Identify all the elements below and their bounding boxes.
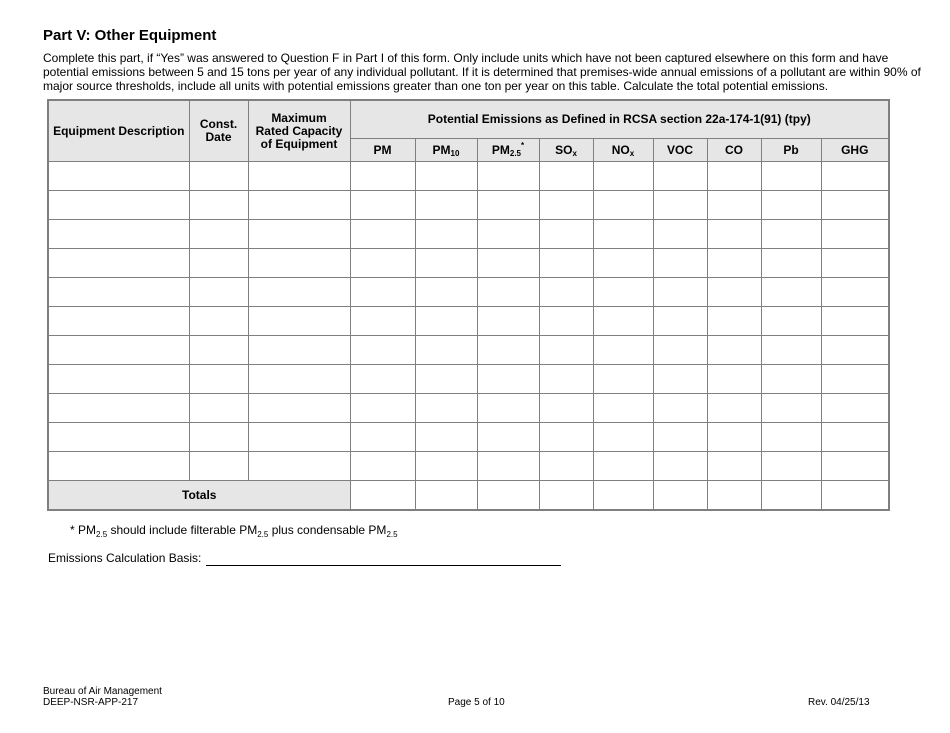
cell-sox[interactable] [539, 336, 593, 365]
cell-pm25[interactable] [477, 365, 539, 394]
cell-co[interactable] [707, 307, 761, 336]
cell-pm25[interactable] [477, 191, 539, 220]
cell-voc[interactable] [653, 452, 707, 481]
cell-const-date[interactable] [189, 278, 248, 307]
other-equipment-table [47, 99, 890, 511]
cell-pm10[interactable] [415, 220, 477, 249]
cell-const-date[interactable] [189, 365, 248, 394]
pm25-footnote [70, 523, 398, 537]
footnote-sub2: 2.5 [257, 530, 269, 539]
cell-pm25[interactable] [477, 249, 539, 278]
table-row [48, 423, 889, 452]
footnote-star: * PM [70, 523, 97, 537]
pm10-base: PM [432, 142, 451, 157]
cell-max-capacity[interactable] [248, 220, 350, 249]
table-body [48, 162, 889, 481]
cell-nox[interactable] [593, 220, 653, 249]
cell-max-capacity[interactable] [248, 423, 350, 452]
cell-ghg[interactable] [821, 249, 889, 278]
cell-pm25[interactable] [477, 162, 539, 191]
cell-nox[interactable] [593, 249, 653, 278]
cell-const-date[interactable] [189, 162, 248, 191]
cell-max-capacity[interactable] [248, 307, 350, 336]
header-co: CO [707, 139, 761, 162]
cell-equipment-description[interactable] [48, 162, 189, 191]
cell-sox[interactable] [539, 365, 593, 394]
cell-pb[interactable] [761, 191, 821, 220]
cell-nox[interactable] [593, 162, 653, 191]
cell-ghg[interactable] [821, 423, 889, 452]
cell-pm[interactable] [350, 249, 415, 278]
cell-sox[interactable] [539, 423, 593, 452]
footer-page-number: Page 5 of 10 [448, 697, 505, 708]
cell-pb[interactable] [761, 394, 821, 423]
cell-max-capacity[interactable] [248, 452, 350, 481]
cell-const-date[interactable] [189, 191, 248, 220]
cell-pb[interactable] [761, 307, 821, 336]
cell-pm10[interactable] [415, 307, 477, 336]
cell-pm[interactable] [350, 452, 415, 481]
cell-ghg[interactable] [821, 336, 889, 365]
header-sox [539, 139, 593, 162]
cell-pb[interactable] [761, 423, 821, 452]
header-const-date-line1: Const. [199, 117, 238, 131]
cell-equipment-description[interactable] [48, 336, 189, 365]
footer-left [43, 686, 162, 708]
cell-co[interactable] [707, 336, 761, 365]
totals-row [48, 481, 889, 511]
cell-pm25[interactable] [477, 307, 539, 336]
cell-equipment-description[interactable] [48, 423, 189, 452]
totals-label: Totals [48, 481, 350, 511]
total-co[interactable] [707, 481, 761, 511]
cell-pb[interactable] [761, 249, 821, 278]
header-pm: PM [350, 139, 415, 162]
total-pm25[interactable] [477, 481, 539, 511]
cell-ghg[interactable] [821, 220, 889, 249]
cell-co[interactable] [707, 249, 761, 278]
cell-co[interactable] [707, 365, 761, 394]
table-row [48, 249, 889, 278]
cell-co[interactable] [707, 191, 761, 220]
cell-max-capacity[interactable] [248, 394, 350, 423]
cell-equipment-description[interactable] [48, 220, 189, 249]
cell-pb[interactable] [761, 220, 821, 249]
footer-bureau: Bureau of Air Management [43, 686, 162, 697]
table-row [48, 162, 889, 191]
cell-ghg[interactable] [821, 307, 889, 336]
cell-voc[interactable] [653, 423, 707, 452]
cell-max-capacity[interactable] [248, 278, 350, 307]
cell-pb[interactable] [761, 278, 821, 307]
cell-pm10[interactable] [415, 423, 477, 452]
cell-nox[interactable] [593, 307, 653, 336]
cell-pm10[interactable] [415, 365, 477, 394]
header-voc: VOC [653, 139, 707, 162]
header-ghg: GHG [821, 139, 889, 162]
header-capacity-line3: of Equipment [260, 136, 338, 151]
cell-pm10[interactable] [415, 191, 477, 220]
header-pb: Pb [761, 139, 821, 162]
calc-basis-input[interactable] [206, 565, 561, 566]
cell-pm25[interactable] [477, 423, 539, 452]
cell-voc[interactable] [653, 220, 707, 249]
cell-pm10[interactable] [415, 249, 477, 278]
header-equipment-description: Equipment Description [48, 100, 189, 162]
section-title: Part V: Other Equipment [43, 27, 217, 44]
footnote-sub1: 2.5 [96, 530, 108, 539]
cell-pm25[interactable] [477, 278, 539, 307]
cell-const-date[interactable] [189, 423, 248, 452]
cell-pm10[interactable] [415, 394, 477, 423]
cell-const-date[interactable] [189, 220, 248, 249]
header-capacity-line1: Maximum [271, 110, 327, 125]
cell-nox[interactable] [593, 452, 653, 481]
cell-pm[interactable] [350, 307, 415, 336]
cell-co[interactable] [707, 278, 761, 307]
table-row [48, 452, 889, 481]
total-nox[interactable] [593, 481, 653, 511]
cell-equipment-description[interactable] [48, 191, 189, 220]
cell-pm[interactable] [350, 365, 415, 394]
pm10-sub: 10 [450, 148, 460, 158]
cell-equipment-description[interactable] [48, 307, 189, 336]
cell-voc[interactable] [653, 307, 707, 336]
cell-pm25[interactable] [477, 394, 539, 423]
cell-pm[interactable] [350, 394, 415, 423]
table-row [48, 394, 889, 423]
cell-pm[interactable] [350, 278, 415, 307]
cell-max-capacity[interactable] [248, 249, 350, 278]
cell-pm25[interactable] [477, 336, 539, 365]
footnote-sub3: 2.5 [386, 530, 398, 539]
cell-pm[interactable] [350, 220, 415, 249]
cell-const-date[interactable] [189, 307, 248, 336]
cell-nox[interactable] [593, 278, 653, 307]
cell-voc[interactable] [653, 365, 707, 394]
cell-voc[interactable] [653, 336, 707, 365]
pm25-asterisk: * [521, 140, 525, 150]
total-ghg[interactable] [821, 481, 889, 511]
cell-pm10[interactable] [415, 452, 477, 481]
table-row [48, 307, 889, 336]
cell-sox[interactable] [539, 307, 593, 336]
cell-co[interactable] [707, 394, 761, 423]
cell-const-date[interactable] [189, 249, 248, 278]
total-voc[interactable] [653, 481, 707, 511]
instructions-text: Complete this part, if “Yes” was answered to Question F in Part I of this form. Only include units which have not been captured elsewhere on this form and have potential emissions between 5 and 15 tons per year of any individual pollutant. If it is determined that premises-wide annual emissions of a pollutant are within 90% of major source thresholds, include all units with potential emissions greater than one ton per year on this table. Calculate the total potential emissions. [43, 51, 921, 93]
table-row [48, 191, 889, 220]
cell-pm10[interactable] [415, 336, 477, 365]
nox-base: NO [611, 142, 630, 157]
cell-equipment-description[interactable] [48, 452, 189, 481]
pm25-base: PM [491, 142, 510, 157]
cell-pm10[interactable] [415, 162, 477, 191]
cell-equipment-description[interactable] [48, 365, 189, 394]
cell-pb[interactable] [761, 365, 821, 394]
cell-max-capacity[interactable] [248, 336, 350, 365]
footnote-mid: should include filterable PM [107, 523, 258, 537]
cell-co[interactable] [707, 423, 761, 452]
cell-pm[interactable] [350, 191, 415, 220]
cell-nox[interactable] [593, 423, 653, 452]
cell-pm[interactable] [350, 162, 415, 191]
cell-pm25[interactable] [477, 452, 539, 481]
cell-voc[interactable] [653, 278, 707, 307]
cell-pm10[interactable] [415, 278, 477, 307]
header-pm25 [477, 139, 539, 162]
footnote-mid2: plus condensable PM [268, 523, 387, 537]
sox-base: SO [555, 142, 573, 157]
cell-nox[interactable] [593, 394, 653, 423]
cell-nox[interactable] [593, 336, 653, 365]
cell-sox[interactable] [539, 394, 593, 423]
cell-co[interactable] [707, 162, 761, 191]
table-row [48, 220, 889, 249]
header-const-date-line2: Date [205, 130, 232, 144]
cell-voc[interactable] [653, 249, 707, 278]
cell-nox[interactable] [593, 191, 653, 220]
cell-max-capacity[interactable] [248, 365, 350, 394]
table-row [48, 365, 889, 394]
pm25-sub: 2.5 [509, 148, 521, 158]
total-pm[interactable] [350, 481, 415, 511]
cell-const-date[interactable] [189, 394, 248, 423]
header-nox [593, 139, 653, 162]
header-const-date [189, 100, 248, 162]
cell-sox[interactable] [539, 220, 593, 249]
cell-sox[interactable] [539, 278, 593, 307]
cell-ghg[interactable] [821, 394, 889, 423]
cell-voc[interactable] [653, 191, 707, 220]
cell-max-capacity[interactable] [248, 162, 350, 191]
header-max-capacity [248, 100, 350, 162]
cell-sox[interactable] [539, 249, 593, 278]
sox-sub: x [572, 148, 577, 158]
cell-co[interactable] [707, 452, 761, 481]
cell-ghg[interactable] [821, 452, 889, 481]
calc-basis-label: Emissions Calculation Basis: [48, 551, 202, 565]
cell-equipment-description[interactable] [48, 278, 189, 307]
cell-sox[interactable] [539, 452, 593, 481]
footer-revision: Rev. 04/25/13 [808, 697, 870, 708]
cell-const-date[interactable] [189, 452, 248, 481]
cell-const-date[interactable] [189, 336, 248, 365]
total-sox[interactable] [539, 481, 593, 511]
header-potential-emissions: Potential Emissions as Defined in RCSA section 22a-174-1(91) (tpy) [350, 100, 889, 139]
footer-form-id: DEEP-NSR-APP-217 [43, 697, 139, 708]
cell-max-capacity[interactable] [248, 191, 350, 220]
cell-equipment-description[interactable] [48, 394, 189, 423]
cell-voc[interactable] [653, 162, 707, 191]
header-pm10 [415, 139, 477, 162]
nox-sub: x [629, 148, 635, 158]
table-row [48, 336, 889, 365]
cell-pm[interactable] [350, 336, 415, 365]
cell-voc[interactable] [653, 394, 707, 423]
cell-equipment-description[interactable] [48, 249, 189, 278]
cell-pb[interactable] [761, 452, 821, 481]
cell-sox[interactable] [539, 191, 593, 220]
cell-pb[interactable] [761, 336, 821, 365]
total-pm10[interactable] [415, 481, 477, 511]
cell-pb[interactable] [761, 162, 821, 191]
cell-ghg[interactable] [821, 191, 889, 220]
cell-nox[interactable] [593, 365, 653, 394]
cell-ghg[interactable] [821, 365, 889, 394]
cell-co[interactable] [707, 220, 761, 249]
cell-pm[interactable] [350, 423, 415, 452]
header-capacity-line2: Rated Capacity [255, 123, 343, 138]
cell-ghg[interactable] [821, 162, 889, 191]
total-pb[interactable] [761, 481, 821, 511]
cell-ghg[interactable] [821, 278, 889, 307]
table-row [48, 278, 889, 307]
cell-sox[interactable] [539, 162, 593, 191]
cell-pm25[interactable] [477, 220, 539, 249]
